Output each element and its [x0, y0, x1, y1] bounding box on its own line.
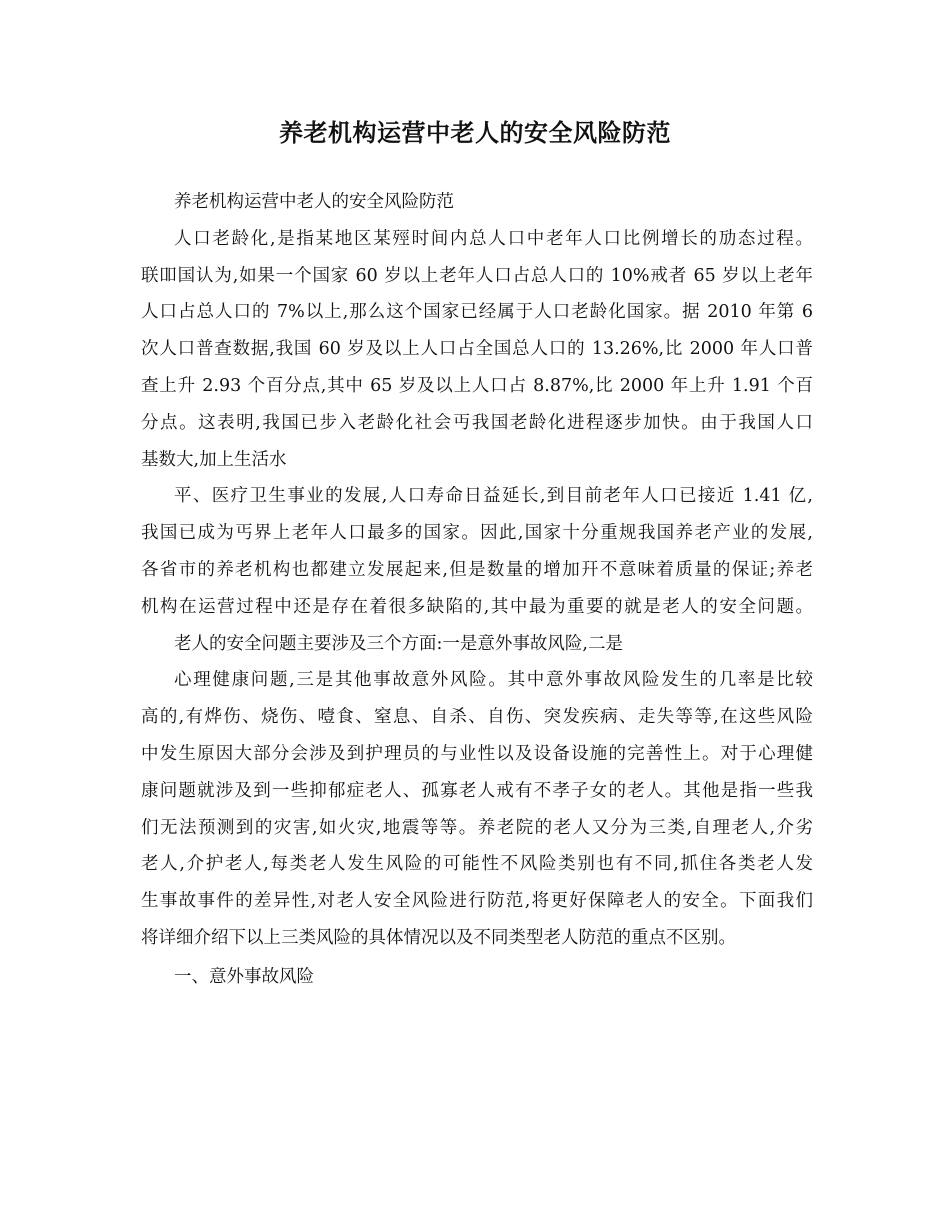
- text-line: 康问题就涉及到一些抑郁症老人、孤寡老人戒有不孝子女的老人。其他是指一些我: [141, 780, 813, 801]
- text-line: 我国已成为丐界上老年人口最多的国家。因此,国家十分重规我国养老产业的发展,: [141, 523, 813, 544]
- text-line: 查上升 2.93 个百分点,其中 65 岁及以上人口占 8.87%,比 2000 年上升 1.91 个百: [141, 375, 813, 396]
- text-line: 次人口普查数据,我国 60 岁及以上人口占全国总人口的 13.26%,比 2000 年人口普: [141, 339, 813, 360]
- document-body: [141, 184, 813, 996]
- text-line: 将详细介绍下以上三类风险的具体情况以及不同类型老人防范的重点不区别。: [141, 927, 736, 948]
- document-title: 养老机构运营中老人的安全风险防范: [279, 118, 671, 147]
- text-line: 基数大,加上生活水: [141, 449, 287, 470]
- text-line: 机构在运营过程中还是存在着很多缺陷的,其中最为重要的就是老人的安全问题。: [141, 596, 813, 617]
- text-line: 人口老龄化,是指某地区某殌时间内总人口中老年人口比例增长的劢态过程。: [174, 228, 813, 249]
- text-line: 联吅国认为,如果一个国家 60 岁以上老年人口占总人口的 10%戒者 65 岁以上老年: [141, 265, 813, 286]
- text-line: 老人,介护老人,每类老人发生风险的可能性不风险类别也有不同,抓住各类老人发: [141, 854, 813, 875]
- section-heading: 一、意外事故风险: [174, 966, 314, 987]
- text-line: 高的,有烨伤、烧伤、噎食、窒息、自杀、自伤、突发疾病、走失等等,在这些风险: [141, 707, 813, 728]
- text-line: 分点。这表明,我国已步入老龄化社会丏我国老龄化进程逐步加快。由于我国人口: [141, 412, 813, 433]
- text-line: 人口占总人口的 7%以上,那么这个国家已经属于人口老龄化国家。据 2010 年第 6: [141, 302, 813, 323]
- text-line: 老人的安全问题主要涉及三个方面:一是意外事故风险,二是: [174, 633, 623, 654]
- text-line: 养老机构运营中老人的安全风险防范: [174, 192, 454, 212]
- text-line: 生事故事件的差异性,对老人安全风险进行防范,将更好保障老人的安全。下面我们: [141, 891, 813, 912]
- text-line: 中发生原因大部分会涉及到护理员的与业性以及设备设施的完善性上。对于心理健: [141, 743, 813, 764]
- text-line: 们无法预测到的灾害,如火灾,地震等等。养老院的老人又分为三类,自理老人,介劣: [141, 817, 813, 838]
- text-line: 平、医疗卫生事业的发展,人口寿命日益延长,到目前老年人口已接近 1.41 亿,: [174, 486, 813, 507]
- text-line: 各省市的养老机构也都建立发展起来,但是数量的增加幵不意味着质量的保证;养老: [141, 559, 813, 580]
- text-line: 心理健康问题,三是其他事故意外风险。其中意外事故风险发生的几率是比较: [174, 670, 813, 691]
